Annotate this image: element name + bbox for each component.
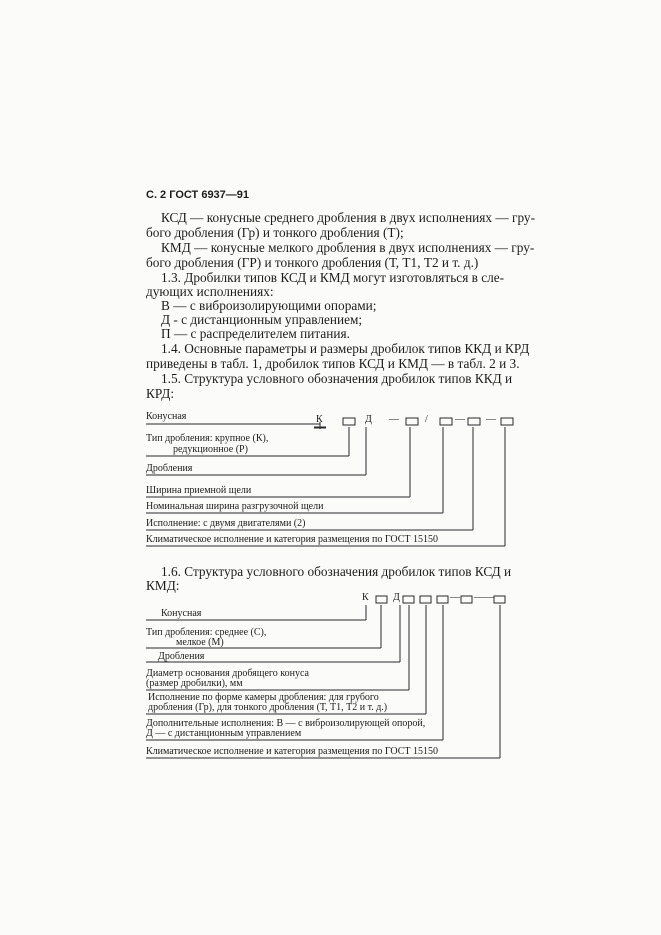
- d2-dash: —: [450, 592, 460, 603]
- d2-label: Исполнение по форме камеры дробления: для грубого: [148, 692, 379, 703]
- d2-box: [494, 596, 505, 603]
- paragraph-line: КРД:: [146, 386, 175, 401]
- d2-box: [403, 596, 414, 603]
- d1-dash: —: [486, 414, 496, 425]
- d2-label: Дополнительные исполнения: В — с виброизолирующей опорой,: [146, 718, 426, 729]
- d1-dash: —: [389, 414, 399, 425]
- d2-box: [461, 596, 472, 603]
- paragraph-line: 1.5. Структура условного обозначения дробилок типов ККД и: [161, 371, 513, 386]
- d1-dash: —: [455, 414, 465, 425]
- d2-code-k: К: [362, 592, 369, 603]
- paragraph-line: Д - с дистанционным управлением;: [161, 312, 363, 327]
- d1-label: Исполнение: с двумя двигателями (2): [146, 518, 306, 529]
- d2-label: дробления (Гр), для тонкого дробления (Т, Т1, Т2 и т. д.): [148, 702, 388, 713]
- d2-label: Климатическое исполнение и категория размещения по ГОСТ 15150: [146, 746, 438, 757]
- d2-dash: —: [474, 592, 484, 603]
- paragraph-line: 1.3. Дробилки типов КСД и КМД могут изготовляться в сле-: [161, 270, 505, 285]
- paragraph-line: КСД — конусные среднего дробления в двух исполнениях — гру-: [161, 210, 536, 225]
- d1-code-d: Д: [365, 414, 372, 425]
- d1-label: Климатическое исполнение и категория размещения по ГОСТ 15150: [146, 534, 438, 545]
- d2-label: Дробления: [158, 651, 205, 662]
- d2-label: Тип дробления: среднее (С),: [146, 627, 267, 638]
- d1-label: Тип дробления: крупное (К),: [146, 433, 269, 444]
- section16-line2: КМД:: [146, 578, 180, 593]
- d2-label: Конусная: [161, 608, 202, 619]
- paragraph-line: бого дробления (Гр) и тонкого дробления (Т);: [146, 225, 404, 240]
- d2-box: [437, 596, 448, 603]
- d1-label: Ширина приемной щели: [146, 485, 252, 496]
- d1-code-slash: /: [425, 414, 428, 425]
- paragraph-line: дующих исполнениях:: [146, 284, 274, 299]
- d1-label: редукционное (Р): [173, 444, 248, 455]
- page-header: С. 2 ГОСТ 6937—91: [146, 189, 250, 201]
- d1-label: Номинальная ширина разгрузочной щели: [146, 501, 324, 512]
- d2-box: [420, 596, 431, 603]
- paragraph-line: В — с виброизолирующими опорами;: [161, 298, 377, 313]
- d2-code-d: Д: [393, 592, 400, 603]
- d2-label: Диаметр основания дробящего конуса: [146, 668, 309, 679]
- paragraph-line: 1.4. Основные параметры и размеры дробилок типов ККД и КРД: [161, 341, 530, 356]
- d1-label: Конусная: [146, 411, 187, 422]
- section16-line1: 1.6. Структура условного обозначения дробилок типов КСД и: [161, 564, 512, 579]
- paragraph-line: П — с распределителем питания.: [161, 326, 350, 341]
- d2-label: (размер дробилки), мм: [146, 678, 243, 689]
- paragraph-line: КМД — конусные мелкого дробления в двух исполнениях — гру-: [161, 240, 535, 255]
- paragraph-line: приведены в табл. 1, дробилок типов КСД и КМД — в табл. 2 и 3.: [146, 356, 520, 371]
- d1-code-k: К: [316, 414, 323, 425]
- d2-label: мелкое (М): [176, 637, 224, 648]
- d2-label: Д — с дистанционным управлением: [146, 728, 302, 739]
- d1-label: Дробления: [146, 463, 193, 474]
- d2-dash: —: [484, 592, 494, 603]
- paragraph-line: бого дробления (ГР) и тонкого дробления (Т, Т1, Т2 и т. д.): [146, 255, 479, 270]
- d2-box: [376, 596, 387, 603]
